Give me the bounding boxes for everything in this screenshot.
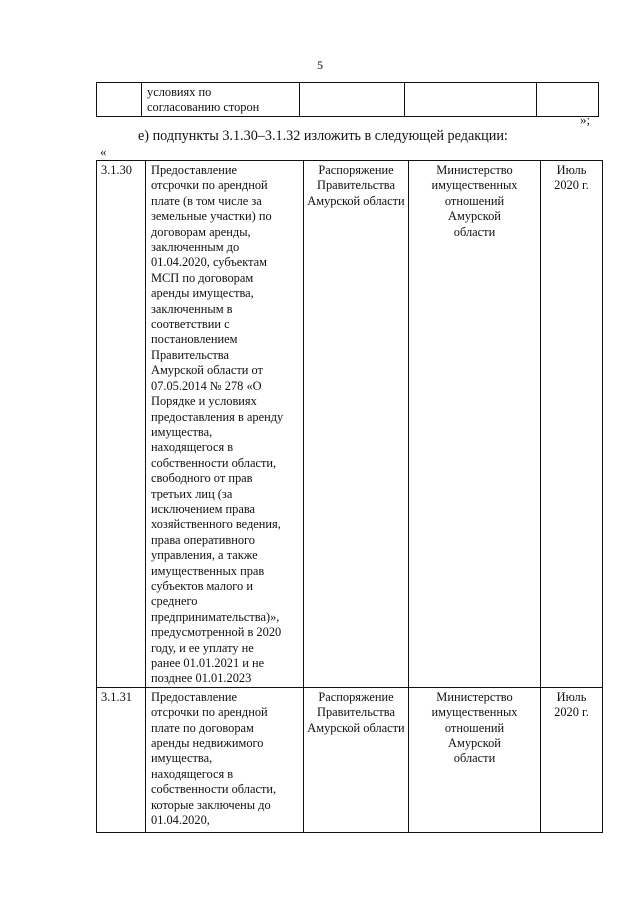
- cell-line: имущественных: [431, 178, 518, 193]
- item-document: [304, 161, 409, 688]
- cell-line: согласованию сторон: [147, 100, 260, 115]
- cell-line: свободного от прав: [151, 471, 253, 486]
- cell-line: Июль: [556, 163, 587, 177]
- cell-line: 01.04.2020,: [151, 813, 210, 828]
- cell-line: Министерство: [436, 163, 513, 177]
- measures-table: [96, 160, 603, 833]
- cell-line: отсрочки по арендной: [151, 178, 268, 193]
- cell-line: Распоряжение: [318, 689, 394, 704]
- cell-line: отсрочки по арендной: [151, 705, 268, 720]
- cell-line: Амурской области: [307, 720, 405, 735]
- cell-line: Распоряжение: [318, 163, 394, 177]
- closing-quote: »;: [580, 112, 591, 127]
- item-responsible: [409, 687, 541, 832]
- table-row: [97, 83, 599, 117]
- cell-line: находящегося в: [151, 766, 234, 781]
- cell-line: отношений: [444, 720, 505, 735]
- cell-line: Июль: [556, 689, 587, 704]
- previous-table-fragment: [96, 82, 599, 117]
- cell-line: аренды недвижимого: [151, 736, 264, 751]
- item-number: 3.1.30: [97, 161, 146, 688]
- cell-line: Предоставление: [151, 163, 237, 177]
- cell-line: году, и ее уплату не: [151, 640, 254, 655]
- cell-line: которые заключены до: [151, 797, 271, 812]
- table-row: [97, 161, 603, 688]
- cell-line: собственности области,: [151, 782, 277, 797]
- cell-line: субъектов малого и: [151, 578, 253, 593]
- cell-line: области: [453, 751, 496, 766]
- cell-line: договорам аренды,: [151, 224, 251, 239]
- intro-text: е) подпункты 3.1.30–3.1.32 изложить в следующей редакции:: [138, 128, 508, 144]
- cell-line: имущества,: [151, 751, 213, 766]
- table-cell: [405, 83, 537, 117]
- cell-line: управления, а также: [151, 548, 258, 563]
- cell-line: плате по договорам: [151, 720, 254, 735]
- cell-line: исключением права: [151, 501, 256, 516]
- page-number: 5: [317, 58, 323, 72]
- cell-line: имущественных: [431, 705, 518, 720]
- cell-line: хозяйственного ведения,: [151, 517, 281, 532]
- cell-line: ранее 01.01.2021 и не: [151, 656, 265, 670]
- table-cell: [300, 83, 405, 117]
- cell-line: заключенным до: [151, 240, 240, 255]
- cell-line: соответствии с: [151, 317, 230, 332]
- item-date: [541, 687, 603, 832]
- table-row: [97, 687, 603, 832]
- item-number: 3.1.31: [97, 687, 146, 832]
- cell-line: Амурской области от: [151, 363, 263, 378]
- cell-line: Правительства: [317, 705, 395, 720]
- cell-line: имущественных прав: [151, 563, 265, 578]
- cell-line: права оперативного: [151, 532, 256, 547]
- item-document: [304, 687, 409, 832]
- cell-line: среднего: [151, 594, 198, 609]
- cell-line: 2020 г.: [554, 178, 589, 193]
- cell-line: аренды имущества,: [151, 286, 254, 301]
- cell-line: находящегося в: [151, 440, 234, 455]
- cell-line: собственности области,: [151, 455, 277, 470]
- cell-line: области: [453, 224, 496, 239]
- cell-line: заключенным в: [151, 301, 233, 316]
- cell-line: Порядке и условиях: [151, 394, 257, 409]
- cell-line: отношений: [444, 193, 505, 208]
- cell-line: предоставления в аренду: [151, 409, 284, 424]
- table-cell-description: [142, 83, 300, 117]
- table-cell: [97, 83, 142, 117]
- cell-line: предпринимательства)»,: [151, 609, 280, 624]
- cell-line: 07.05.2014 № 278 «О: [151, 378, 262, 393]
- item-description: [146, 161, 304, 688]
- cell-line: постановлением: [151, 332, 238, 347]
- cell-line: МСП по договорам: [151, 270, 254, 285]
- cell-line: плате (в том числе за: [151, 193, 262, 208]
- cell-line: Министерство: [436, 689, 513, 704]
- item-responsible: [409, 161, 541, 688]
- cell-line: Предоставление: [151, 689, 237, 704]
- cell-line: Правительства: [151, 347, 229, 362]
- cell-line: земельные участки) по: [151, 209, 272, 224]
- item-description: [146, 687, 304, 832]
- cell-line: условиях по: [147, 85, 212, 99]
- cell-line: имущества,: [151, 424, 213, 439]
- cell-line: Правительства: [317, 178, 395, 193]
- cell-line: третьих лиц (за: [151, 486, 233, 501]
- item-date: [541, 161, 603, 688]
- cell-line: Амурской: [448, 209, 501, 224]
- cell-line: Амурской: [448, 736, 501, 751]
- cell-line: позднее 01.01.2023: [151, 671, 252, 686]
- cell-line: 01.04.2020, субъектам: [151, 255, 267, 270]
- opening-quote: «: [100, 144, 107, 159]
- cell-line: предусмотренной в 2020: [151, 625, 282, 640]
- cell-line: Амурской области: [307, 193, 405, 208]
- cell-line: 2020 г.: [554, 705, 589, 720]
